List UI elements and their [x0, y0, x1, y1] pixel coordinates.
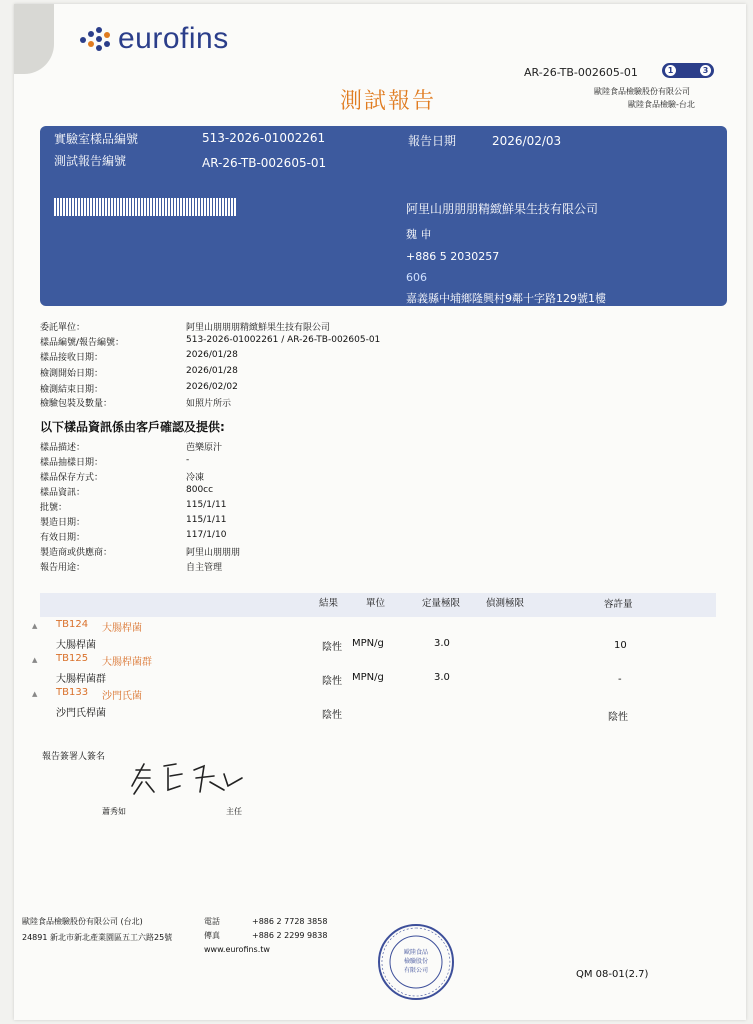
sample-value: 芭樂原汁	[186, 443, 223, 453]
report-date-label: 報告日期	[408, 134, 457, 148]
page-curl	[14, 4, 54, 74]
test-result: 陰性	[322, 642, 342, 653]
info-value: 如照片所示	[186, 399, 232, 409]
svg-text:檢驗股份: 檢驗股份	[403, 958, 429, 965]
footer-fax: +886 2 2299 9838	[252, 931, 328, 940]
test-item: 大腸桿菌群	[56, 674, 106, 685]
sample-label: 批號：	[40, 503, 68, 513]
form-code: QM 08-01(2.7)	[576, 969, 649, 980]
info-label: 檢測開始日期：	[40, 369, 104, 379]
client-phone: +886 5 2030257	[406, 250, 500, 263]
client-name: 阿里山朋朋朋精緻鮮果生技有限公司	[406, 202, 599, 216]
test-item: 大腸桿菌	[56, 640, 96, 651]
sample-no-label: 實驗室樣品編號	[54, 132, 139, 146]
page-indicator	[662, 63, 714, 78]
test-limit: 陰性	[608, 712, 628, 723]
sample-value: 阿里山朋朋朋	[186, 548, 241, 558]
eurofins-logo	[78, 22, 229, 56]
sample-label: 樣品資訊：	[40, 488, 86, 498]
footer-phone: +886 2 7728 3858	[252, 917, 328, 926]
sample-value: -	[186, 455, 190, 465]
info-label: 檢測結束日期：	[40, 385, 104, 395]
report-page	[14, 4, 746, 1020]
report-date: 2026/02/03	[492, 134, 562, 148]
signer-name: 蕭秀如	[102, 807, 126, 816]
signature-label: 報告簽署人簽名	[42, 752, 106, 762]
test-item: 沙門氏桿菌	[56, 708, 106, 719]
info-label: 檢驗包裝及數量：	[40, 399, 113, 409]
header-company-name: 歐陸食品檢驗股份有限公司	[594, 87, 690, 96]
page-current: 1	[665, 65, 676, 76]
info-value: 2026/01/28	[186, 366, 238, 376]
sample-label: 製造商或供應商：	[40, 548, 113, 558]
footer-fax-label: 傳真	[204, 931, 220, 940]
sample-value: 冷凍	[186, 473, 205, 483]
test-result: 陰性	[322, 710, 342, 721]
collapse-triangle-icon: ▲	[32, 656, 38, 664]
collapse-triangle-icon: ▲	[32, 690, 38, 698]
client-address: 嘉義縣中埔鄉隆興村9鄰十字路129號1樓	[406, 292, 606, 305]
footer-website: www.eurofins.tw	[204, 945, 270, 954]
sample-value: 117/1/10	[186, 530, 227, 540]
header-company-branch: 歐陸食品檢驗-台北	[628, 100, 695, 109]
test-name: 大腸桿菌群	[102, 657, 152, 668]
sample-value: 115/1/11	[186, 515, 227, 525]
page-total: 3	[700, 65, 711, 76]
sample-value: 800cc	[186, 485, 214, 495]
col-limit: 容許量	[604, 599, 633, 610]
report-banner	[40, 126, 727, 306]
client-postal: 606	[406, 271, 427, 284]
page-title: 測試報告	[340, 89, 437, 114]
test-limit: 10	[614, 640, 627, 651]
report-no: AR-26-TB-002605-01	[202, 156, 327, 170]
info-label: 委託單位：	[40, 323, 86, 333]
col-loq: 定量極限	[422, 598, 461, 609]
col-result: 結果	[319, 598, 339, 609]
client-contact: 魏 申	[406, 228, 432, 241]
sample-label: 樣品描述：	[40, 443, 86, 453]
company-seal-stamp	[376, 922, 456, 1002]
col-unit: 單位	[366, 598, 386, 609]
sample-label: 樣品抽樣日期：	[40, 458, 104, 468]
report-no-label: 測試報告編號	[54, 154, 127, 168]
info-label: 樣品接收日期：	[40, 353, 104, 363]
logo-dots-icon	[78, 25, 114, 53]
test-loq: 3.0	[434, 672, 450, 683]
info-value: 2026/02/02	[186, 382, 238, 392]
sample-label: 製造日期：	[40, 518, 86, 528]
test-name: 沙門氏菌	[102, 691, 142, 702]
sample-no: 513-2026-01002261	[202, 131, 326, 145]
test-code: TB125	[56, 653, 89, 664]
footer-phone-label: 電話	[204, 917, 220, 926]
header-report-no: AR-26-TB-002605-01	[524, 66, 638, 79]
test-code: TB133	[56, 687, 89, 698]
footer-address: 24891 新北市新北產業園區五工六路25號	[22, 933, 173, 942]
info-value: 513-2026-01002261 / AR-26-TB-002605-01	[186, 335, 381, 345]
svg-text:歐陸食品: 歐陸食品	[403, 949, 429, 956]
sample-value: 115/1/11	[186, 500, 227, 510]
barcode	[54, 198, 236, 216]
handwritten-signature	[124, 756, 254, 798]
info-value: 2026/01/28	[186, 350, 238, 360]
sample-label: 樣品保存方式：	[40, 473, 104, 483]
footer-company: 歐陸食品檢驗股份有限公司 (台北)	[22, 917, 143, 926]
info-value: 阿里山朋朋朋精緻鮮果生技有限公司	[186, 323, 331, 333]
test-code: TB124	[56, 619, 89, 630]
test-name: 大腸桿菌	[102, 623, 142, 634]
test-unit: MPN/g	[352, 672, 384, 683]
test-unit: MPN/g	[352, 638, 384, 649]
client-section-title: 以下樣品資訊係由客戶確認及提供:	[40, 420, 225, 434]
sample-value: 自主管理	[186, 563, 223, 573]
sample-label: 有效日期：	[40, 533, 86, 543]
logo-text: eurofins	[118, 22, 229, 55]
test-limit: -	[618, 674, 622, 685]
collapse-triangle-icon: ▲	[32, 622, 38, 630]
test-loq: 3.0	[434, 638, 450, 649]
col-lod: 偵測極限	[486, 598, 525, 609]
sample-label: 報告用途：	[40, 563, 86, 573]
signer-title: 主任	[226, 807, 242, 816]
test-result: 陰性	[322, 676, 342, 687]
svg-text:有限公司: 有限公司	[403, 967, 429, 974]
info-label: 樣品編號/報告編號：	[40, 338, 125, 348]
